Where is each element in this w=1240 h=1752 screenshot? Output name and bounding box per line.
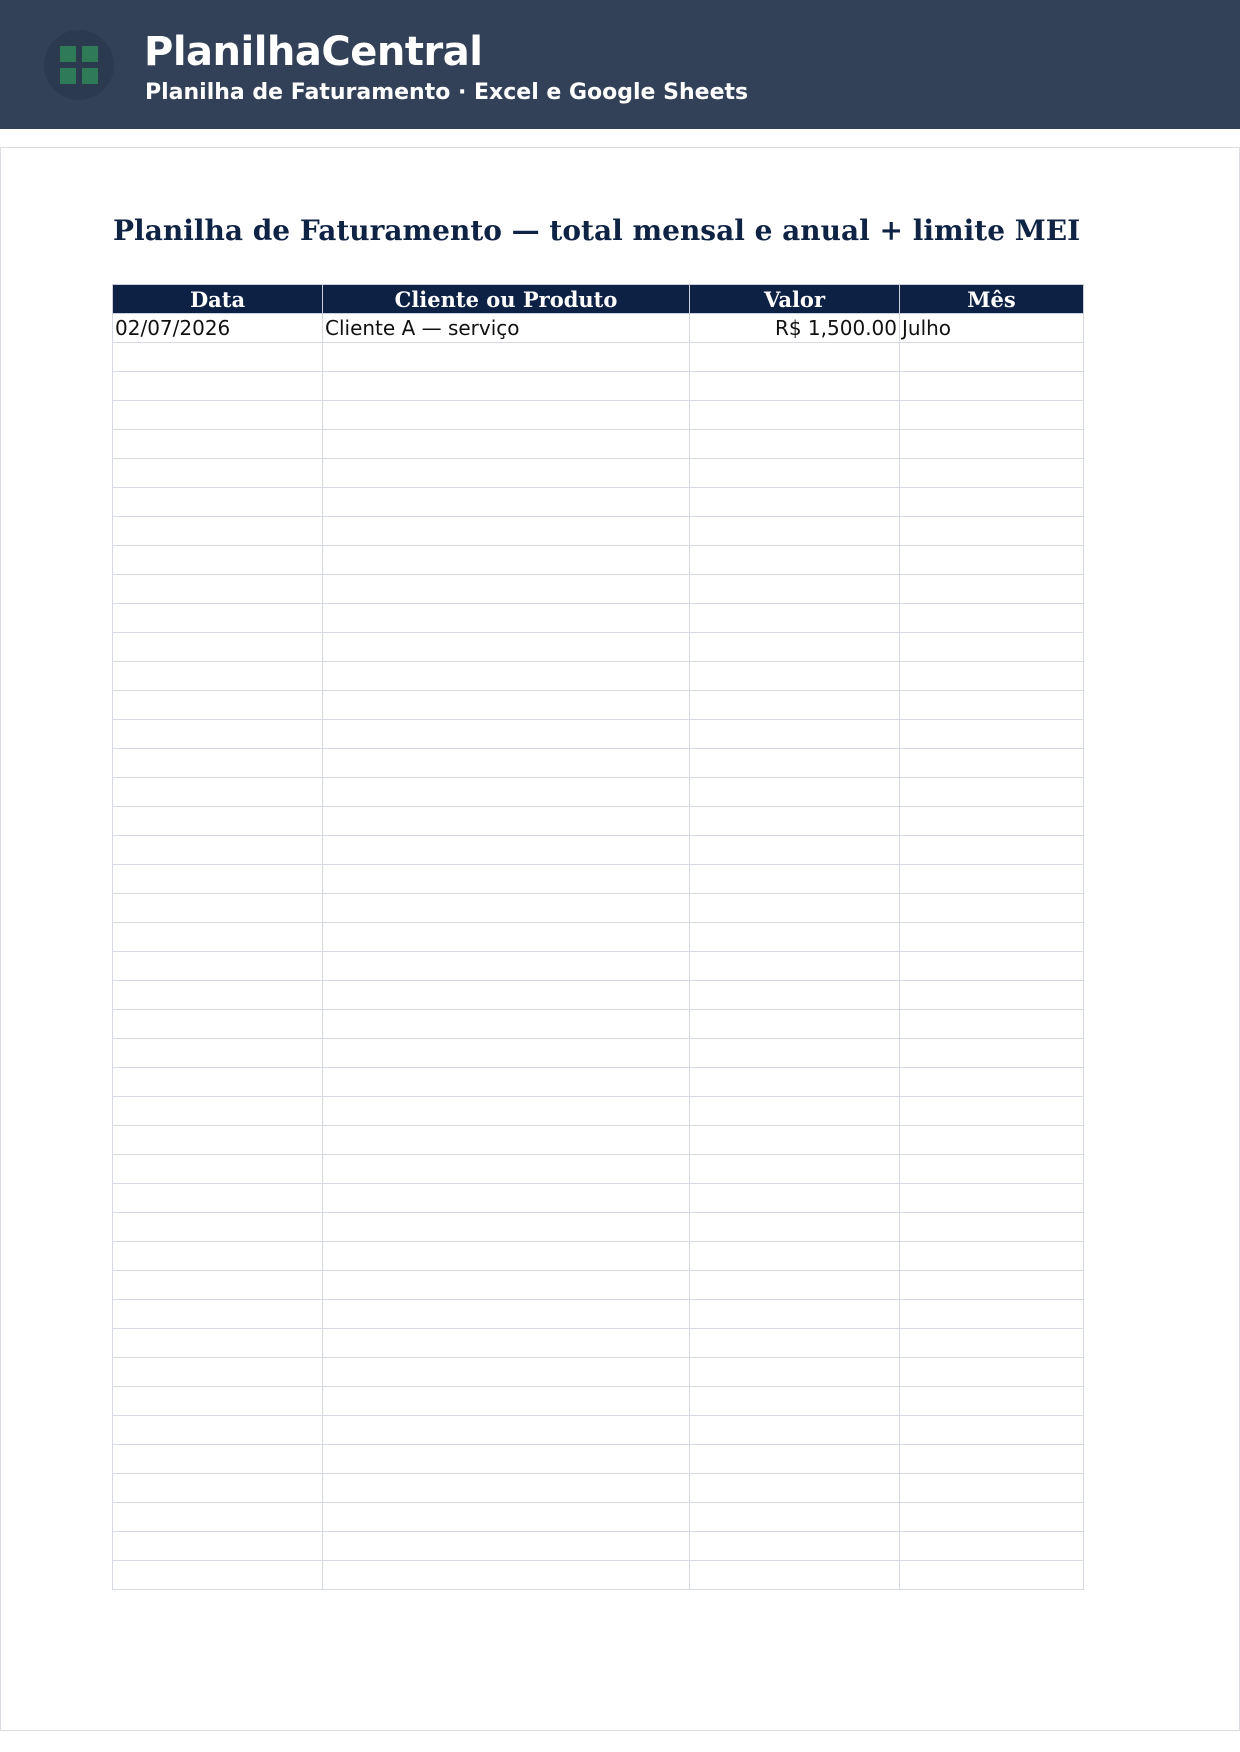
cell-value-empty[interactable]: [690, 778, 900, 807]
cell-value-empty[interactable]: [690, 1242, 900, 1271]
cell-date-empty[interactable]: [113, 865, 323, 894]
cell-month-empty[interactable]: [900, 1387, 1084, 1416]
cell-month-empty[interactable]: [900, 1213, 1084, 1242]
cell-value-empty[interactable]: [690, 952, 900, 981]
cell-date-empty[interactable]: [113, 1126, 323, 1155]
cell-month-empty[interactable]: [900, 778, 1084, 807]
cell-value-empty[interactable]: [690, 372, 900, 401]
cell-month-empty[interactable]: [900, 894, 1084, 923]
cell-date-empty[interactable]: [113, 981, 323, 1010]
table-row-empty: [113, 662, 1084, 691]
cell-value-empty[interactable]: [690, 807, 900, 836]
table-row-empty: [113, 1532, 1084, 1561]
cell-date-empty[interactable]: [113, 807, 323, 836]
cell-client-empty[interactable]: [323, 1358, 690, 1387]
cell-client-empty[interactable]: [323, 662, 690, 691]
cell-month-empty[interactable]: [900, 1039, 1084, 1068]
cell-value-empty[interactable]: [690, 1329, 900, 1358]
table-row-empty: [113, 1068, 1084, 1097]
brand-subtitle: Planilha de Faturamento · Excel e Google Sheets: [145, 80, 749, 105]
document-title: Planilha de Faturamento — total mensal e anual + limite MEI: [113, 214, 1081, 247]
cell-date-empty[interactable]: [113, 604, 323, 633]
table-row-empty: [113, 401, 1084, 430]
cell-month-empty[interactable]: [900, 1097, 1084, 1126]
cell-client-empty[interactable]: [323, 343, 690, 372]
cell-value-empty[interactable]: [690, 1387, 900, 1416]
cell-month-empty[interactable]: [900, 1445, 1084, 1474]
cell-month[interactable]: Julho: [900, 314, 1084, 343]
cell-client-empty[interactable]: [323, 488, 690, 517]
cell-date-empty[interactable]: [113, 575, 323, 604]
cell-client-empty[interactable]: [323, 1329, 690, 1358]
cell-client-empty[interactable]: [323, 1126, 690, 1155]
table-row-empty: [113, 1329, 1084, 1358]
cell-value-empty[interactable]: [690, 459, 900, 488]
cell-value-empty[interactable]: [690, 1561, 900, 1590]
cell-month-empty[interactable]: [900, 1416, 1084, 1445]
cell-date-empty[interactable]: [113, 1155, 323, 1184]
cell-value-empty[interactable]: [690, 430, 900, 459]
cell-month-empty[interactable]: [900, 1010, 1084, 1039]
column-header-cliente: Cliente ou Produto: [323, 285, 690, 314]
cell-month-empty[interactable]: [900, 401, 1084, 430]
cell-month-empty[interactable]: [900, 1126, 1084, 1155]
cell-date-empty[interactable]: [113, 1300, 323, 1329]
cell-month-empty[interactable]: [900, 865, 1084, 894]
table-row-empty: [113, 1503, 1084, 1532]
cell-date-empty[interactable]: [113, 633, 323, 662]
table-row-empty: [113, 807, 1084, 836]
cell-value-empty[interactable]: [690, 1039, 900, 1068]
table-row-empty: [113, 1010, 1084, 1039]
table-row-empty: [113, 749, 1084, 778]
cell-value[interactable]: R$ 1,500.00: [690, 314, 900, 343]
cell-client-empty[interactable]: [323, 720, 690, 749]
cell-date-empty[interactable]: [113, 836, 323, 865]
cell-value-empty[interactable]: [690, 1097, 900, 1126]
table-row-empty: [113, 1358, 1084, 1387]
cell-value-empty[interactable]: [690, 1532, 900, 1561]
cell-client-empty[interactable]: [323, 865, 690, 894]
table-row-empty: [113, 894, 1084, 923]
cell-month-empty[interactable]: [900, 807, 1084, 836]
cell-date-empty[interactable]: [113, 1387, 323, 1416]
cell-value-empty[interactable]: [690, 1155, 900, 1184]
cell-client-empty[interactable]: [323, 1010, 690, 1039]
table-row-empty: [113, 720, 1084, 749]
cell-client-empty[interactable]: [323, 1184, 690, 1213]
cell-month-empty[interactable]: [900, 749, 1084, 778]
cell-value-empty[interactable]: [690, 1213, 900, 1242]
cell-value-empty[interactable]: [690, 1416, 900, 1445]
cell-value-empty[interactable]: [690, 343, 900, 372]
cell-date-empty[interactable]: [113, 952, 323, 981]
cell-client-empty[interactable]: [323, 633, 690, 662]
cell-date-empty[interactable]: [113, 1445, 323, 1474]
table-row-empty: [113, 517, 1084, 546]
cell-date-empty[interactable]: [113, 1503, 323, 1532]
cell-value-empty[interactable]: [690, 488, 900, 517]
cell-month-empty[interactable]: [900, 1474, 1084, 1503]
table-row-empty: [113, 1271, 1084, 1300]
cell-date-empty[interactable]: [113, 1271, 323, 1300]
cell-client-empty[interactable]: [323, 401, 690, 430]
cell-month-empty[interactable]: [900, 1503, 1084, 1532]
cell-client-empty[interactable]: [323, 1300, 690, 1329]
cell-date-empty[interactable]: [113, 459, 323, 488]
cell-client[interactable]: Cliente A — serviço: [323, 314, 690, 343]
cell-date-empty[interactable]: [113, 1184, 323, 1213]
cell-client-empty[interactable]: [323, 923, 690, 952]
table-row-empty: [113, 488, 1084, 517]
cell-date-empty[interactable]: [113, 894, 323, 923]
cell-client-empty[interactable]: [323, 952, 690, 981]
cell-date-empty[interactable]: [113, 372, 323, 401]
cell-month-empty[interactable]: [900, 1242, 1084, 1271]
cell-date-empty[interactable]: [113, 1242, 323, 1271]
cell-value-empty[interactable]: [690, 401, 900, 430]
cell-value-empty[interactable]: [690, 691, 900, 720]
cell-month-empty[interactable]: [900, 1184, 1084, 1213]
cell-client-empty[interactable]: [323, 836, 690, 865]
cell-client-empty[interactable]: [323, 1068, 690, 1097]
table-row-empty: [113, 778, 1084, 807]
cell-month-empty[interactable]: [900, 546, 1084, 575]
table-header-row: [113, 285, 1084, 314]
table-row-empty: [113, 1039, 1084, 1068]
table-row-empty: [113, 1184, 1084, 1213]
cell-value-empty[interactable]: [690, 1300, 900, 1329]
cell-month-empty[interactable]: [900, 662, 1084, 691]
cell-month-empty[interactable]: [900, 981, 1084, 1010]
cell-month-empty[interactable]: [900, 923, 1084, 952]
cell-month-empty[interactable]: [900, 459, 1084, 488]
cell-value-empty[interactable]: [690, 865, 900, 894]
cell-month-empty[interactable]: [900, 488, 1084, 517]
cell-date-empty[interactable]: [113, 1213, 323, 1242]
cell-client-empty[interactable]: [323, 1503, 690, 1532]
cell-value-empty[interactable]: [690, 1271, 900, 1300]
cell-client-empty[interactable]: [323, 459, 690, 488]
billing-table: [112, 284, 1084, 1590]
cell-month-empty[interactable]: [900, 836, 1084, 865]
cell-client-empty[interactable]: [323, 1097, 690, 1126]
cell-client-empty[interactable]: [323, 778, 690, 807]
cell-value-empty[interactable]: [690, 1358, 900, 1387]
cell-client-empty[interactable]: [323, 517, 690, 546]
column-header-mes: Mês: [900, 285, 1084, 314]
cell-client-empty[interactable]: [323, 691, 690, 720]
cell-client-empty[interactable]: [323, 1213, 690, 1242]
cell-date-empty[interactable]: [113, 662, 323, 691]
table-row-empty: [113, 575, 1084, 604]
table-row-empty: [113, 952, 1084, 981]
cell-value-empty[interactable]: [690, 1445, 900, 1474]
cell-month-empty[interactable]: [900, 720, 1084, 749]
cell-client-empty[interactable]: [323, 1416, 690, 1445]
cell-date-empty[interactable]: [113, 1097, 323, 1126]
table-row-empty: [113, 1387, 1084, 1416]
cell-value-empty[interactable]: [690, 894, 900, 923]
cell-date-empty[interactable]: [113, 1358, 323, 1387]
table-row-empty: [113, 343, 1084, 372]
cell-date-empty[interactable]: [113, 923, 323, 952]
cell-value-empty[interactable]: [690, 923, 900, 952]
cell-month-empty[interactable]: [900, 575, 1084, 604]
table-row-empty: [113, 865, 1084, 894]
cell-client-empty[interactable]: [323, 807, 690, 836]
cell-month-empty[interactable]: [900, 952, 1084, 981]
cell-client-empty[interactable]: [323, 1271, 690, 1300]
cell-date-empty[interactable]: [113, 778, 323, 807]
table-row-empty: [113, 546, 1084, 575]
cell-date-empty[interactable]: [113, 749, 323, 778]
table-row-empty: [113, 430, 1084, 459]
cell-month-empty[interactable]: [900, 517, 1084, 546]
cell-client-empty[interactable]: [323, 894, 690, 923]
table-row-empty: [113, 604, 1084, 633]
table-row-empty: [113, 1126, 1084, 1155]
cell-date-empty[interactable]: [113, 1532, 323, 1561]
cell-month-empty[interactable]: [900, 372, 1084, 401]
site-header: [0, 0, 1240, 129]
cell-client-empty[interactable]: [323, 1387, 690, 1416]
cell-value-empty[interactable]: [690, 546, 900, 575]
cell-date-empty[interactable]: [113, 1068, 323, 1097]
cell-date[interactable]: 02/07/2026: [113, 314, 323, 343]
column-header-data: Data: [113, 285, 323, 314]
cell-value-empty[interactable]: [690, 749, 900, 778]
cell-client-empty[interactable]: [323, 1561, 690, 1590]
table-row-empty: [113, 1242, 1084, 1271]
table-row-empty: [113, 1561, 1084, 1590]
cell-value-empty[interactable]: [690, 836, 900, 865]
cell-client-empty[interactable]: [323, 430, 690, 459]
cell-date-empty[interactable]: [113, 1039, 323, 1068]
cell-date-empty[interactable]: [113, 430, 323, 459]
cell-month-empty[interactable]: [900, 430, 1084, 459]
cell-client-empty[interactable]: [323, 1242, 690, 1271]
cell-month-empty[interactable]: [900, 1358, 1084, 1387]
column-header-valor: Valor: [690, 285, 900, 314]
cell-value-empty[interactable]: [690, 1503, 900, 1532]
cell-month-empty[interactable]: [900, 1155, 1084, 1184]
table-row-empty: [113, 691, 1084, 720]
cell-date-empty[interactable]: [113, 1561, 323, 1590]
cell-value-empty[interactable]: [690, 1068, 900, 1097]
cell-date-empty[interactable]: [113, 720, 323, 749]
cell-month-empty[interactable]: [900, 1300, 1084, 1329]
cell-date-empty[interactable]: [113, 691, 323, 720]
cell-value-empty[interactable]: [690, 517, 900, 546]
cell-client-empty[interactable]: [323, 1445, 690, 1474]
table-row-empty: [113, 1213, 1084, 1242]
cell-client-empty[interactable]: [323, 546, 690, 575]
table-row-empty: [113, 372, 1084, 401]
cell-date-empty[interactable]: [113, 401, 323, 430]
cell-client-empty[interactable]: [323, 981, 690, 1010]
cell-client-empty[interactable]: [323, 372, 690, 401]
table-row-empty: [113, 836, 1084, 865]
cell-month-empty[interactable]: [900, 1561, 1084, 1590]
table-row: [113, 314, 1084, 343]
table-row-empty: [113, 923, 1084, 952]
cell-value-empty[interactable]: [690, 633, 900, 662]
cell-date-empty[interactable]: [113, 343, 323, 372]
cell-value-empty[interactable]: [690, 604, 900, 633]
cell-date-empty[interactable]: [113, 1474, 323, 1503]
cell-client-empty[interactable]: [323, 1474, 690, 1503]
cell-value-empty[interactable]: [690, 981, 900, 1010]
table-row-empty: [113, 981, 1084, 1010]
table-row-empty: [113, 1445, 1084, 1474]
brand-name: PlanilhaCentral: [144, 29, 483, 75]
cell-value-empty[interactable]: [690, 1126, 900, 1155]
cell-month-empty[interactable]: [900, 691, 1084, 720]
table-row-empty: [113, 633, 1084, 662]
cell-client-empty[interactable]: [323, 1532, 690, 1561]
cell-value-empty[interactable]: [690, 1474, 900, 1503]
cell-month-empty[interactable]: [900, 343, 1084, 372]
cell-date-empty[interactable]: [113, 1329, 323, 1358]
cell-value-empty[interactable]: [690, 1010, 900, 1039]
cell-month-empty[interactable]: [900, 604, 1084, 633]
cell-value-empty[interactable]: [690, 1184, 900, 1213]
cell-date-empty[interactable]: [113, 488, 323, 517]
cell-date-empty[interactable]: [113, 517, 323, 546]
cell-date-empty[interactable]: [113, 546, 323, 575]
cell-date-empty[interactable]: [113, 1416, 323, 1445]
cell-value-empty[interactable]: [690, 575, 900, 604]
cell-client-empty[interactable]: [323, 604, 690, 633]
cell-date-empty[interactable]: [113, 1010, 323, 1039]
cell-month-empty[interactable]: [900, 1329, 1084, 1358]
cell-month-empty[interactable]: [900, 1271, 1084, 1300]
table-body: [113, 314, 1084, 1590]
table-row-empty: [113, 1097, 1084, 1126]
table-row-empty: [113, 1300, 1084, 1329]
cell-client-empty[interactable]: [323, 1155, 690, 1184]
cell-client-empty[interactable]: [323, 575, 690, 604]
grid-icon: [44, 30, 114, 100]
cell-month-empty[interactable]: [900, 1068, 1084, 1097]
cell-client-empty[interactable]: [323, 749, 690, 778]
table-row-empty: [113, 1155, 1084, 1184]
table-row-empty: [113, 1416, 1084, 1445]
table-row-empty: [113, 1474, 1084, 1503]
table-row-empty: [113, 459, 1084, 488]
cell-client-empty[interactable]: [323, 1039, 690, 1068]
cell-value-empty[interactable]: [690, 720, 900, 749]
cell-month-empty[interactable]: [900, 633, 1084, 662]
cell-month-empty[interactable]: [900, 1532, 1084, 1561]
cell-value-empty[interactable]: [690, 662, 900, 691]
